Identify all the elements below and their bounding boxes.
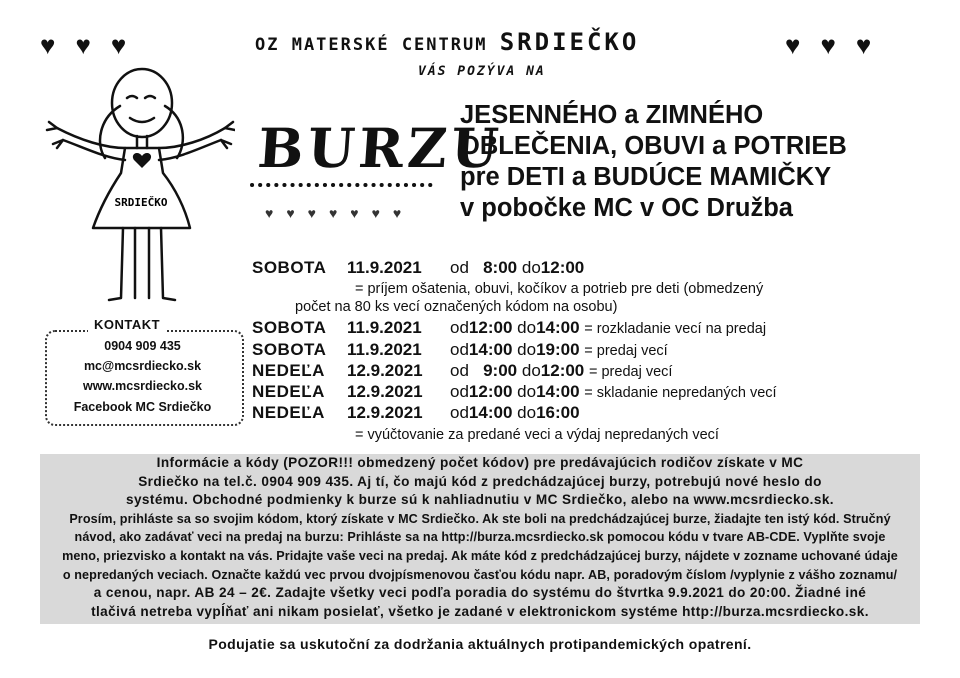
schedule-row: NEDEĽA 12.9.2021 od 9:00 do12:00 = predaj vecí xyxy=(252,361,673,380)
schedule-row: NEDEĽA 12.9.2021 od14:00 do16:00 xyxy=(252,403,580,422)
contact-email: mc@mcsrdiecko.sk xyxy=(83,359,202,373)
burzu-title: BURZU xyxy=(255,116,505,180)
dotted-underline xyxy=(250,182,440,188)
schedule-note-limit: počet na 80 ks vecí označených kódom na osobu) xyxy=(295,299,618,315)
schedule-row: SOBOTA 11.9.2021 od12:00 do14:00 = rozkladanie vecí na predaj xyxy=(252,318,767,337)
schedule-note-intake: = príjem ošatenia, obuvi, kočíkov a potrieb pre deti (obmedzený xyxy=(355,281,764,297)
schedule-row: NEDEĽA 12.9.2021 od12:00 do14:00 = skladanie nepredaných vecí xyxy=(252,382,777,401)
event-headline: JESENNÉHO a ZIMNÉHO OBLEČENIA, OBUVI a POTRIEB pre DETI a BUDÚCE MAMIČKY v pobočke MC v OC Družba xyxy=(460,101,847,222)
schedule-note-settlement: = vyúčtovanie za predané veci a výdaj nepredaných vecí xyxy=(355,427,719,443)
invite-text: VÁS POZÝVA NA xyxy=(418,64,546,79)
contact-phone: 0904 909 435 xyxy=(104,339,181,353)
contact-title: KONTAKT xyxy=(88,317,166,332)
contact-website: www.mcsrdiecko.sk xyxy=(82,379,203,393)
schedule-row: SOBOTA 11.9.2021 od14:00 do19:00 = predaj vecí xyxy=(252,340,668,359)
dress-label: SRDIEČKO xyxy=(114,196,168,209)
hearts-right-decoration: ♥♥♥ xyxy=(785,30,892,60)
small-hearts-decoration: ♥♥♥♥♥♥♥ xyxy=(265,205,415,221)
hearts-left-decoration: ♥♥♥ xyxy=(40,30,147,60)
footer-notice: Podujatie sa uskutoční za dodržania aktuálnych protipandemických opatrení. xyxy=(208,636,752,652)
schedule-row: SOBOTA 11.9.2021 od 8:00 do12:00 xyxy=(252,258,585,277)
organization-title: OZ MATERSKÉ CENTRUM SRDIEČKO xyxy=(255,28,640,56)
contact-facebook: Facebook MC Srdiečko xyxy=(73,400,212,414)
info-text: Informácie a kódy (POZOR!!! obmedzený počet kódov) pre predávajúcich rodičov získate v MC Srdiečko na tel.č. 0904 909 435. Aj tí, čo majú kód z predchádzajúcej burzy, potrebujú nové heslo do systému. Obchodné podmienky k burze sú k nahliadnutiu v MC Srdiečko, alebo na www.mcsrdiecko.sk. Prosím, prihláste sa so svojim kódom, ktorý získate v MC Srdiečko. Ak ste boli na predchádzajúcej burze, žiadajte ten istý kód. Stručný návod, ako zadávať veci na predaj na burzu: Prihláste sa na http://burza.mcsrdiecko.sk pomocou kódu v tvare AB-CDE. Vyplňte svoje meno, priezvisko a kontakt na vás. Pridajte vaše veci na predaj. Ak máte kód z predchádzajúcej burzy, nájdete v zozname uchované údaje o nepredaných veciach. Označte každú vec prvou dvojpísmenovou časťou kódu napr. AB, poradovým číslom /vyplynie z vášho zoznamu/ a cenou, napr. AB 24 – 2€. Zadajte všetky veci podľa poradia do systému do štvrtka 9.9.2021 do 20:00. Žiadné iné tlačivá netreba vypĺňať ani nikam posielať, všetko je zadané v elektronickom systéme http://burza.mcsrdiecko.sk. xyxy=(62,455,898,619)
girl-figure-illustration xyxy=(45,48,235,308)
